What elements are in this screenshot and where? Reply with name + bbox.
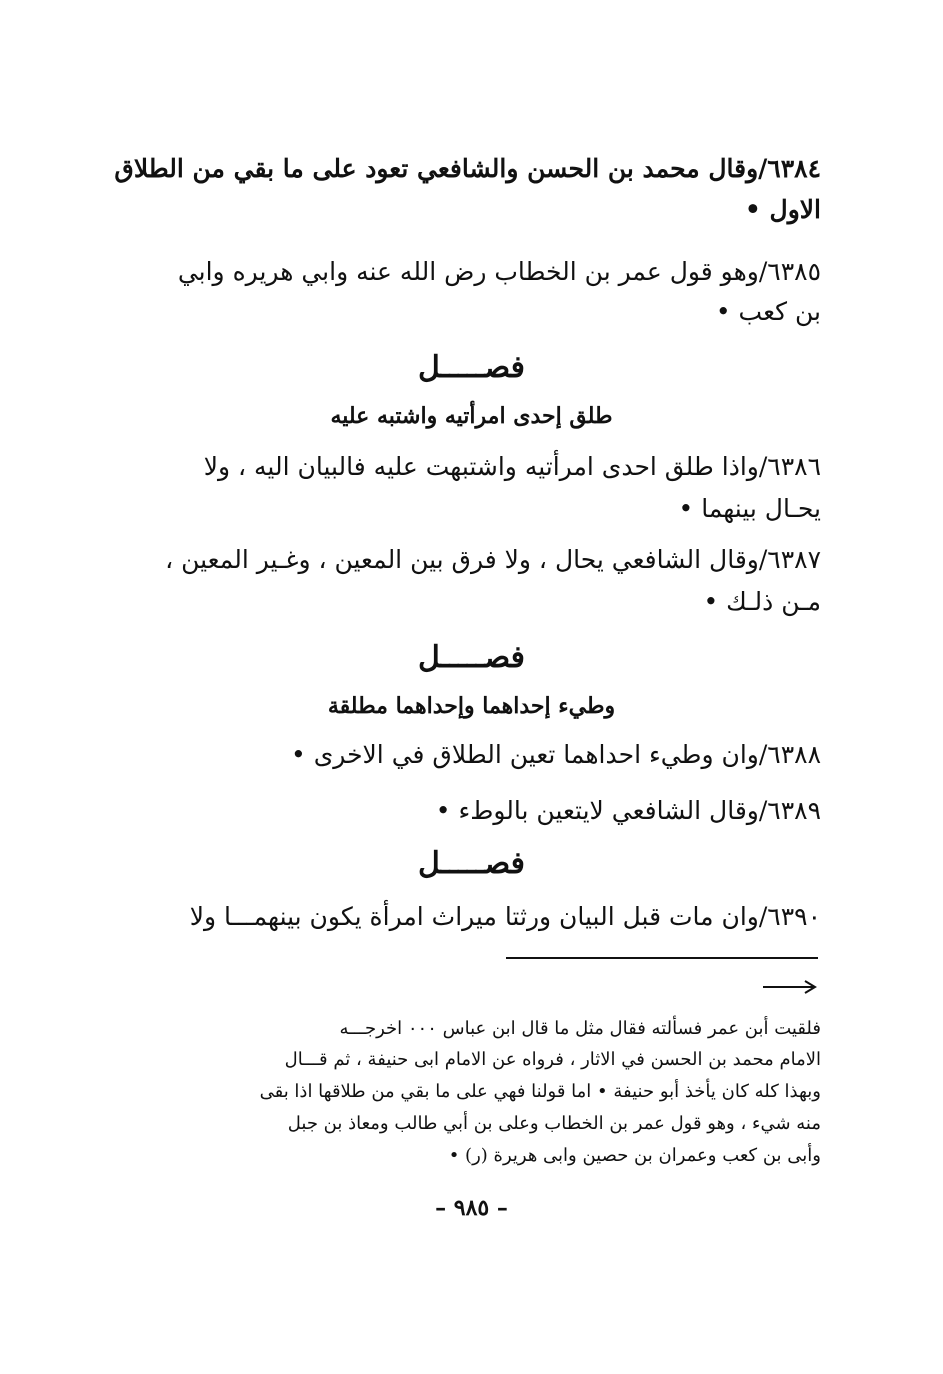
- footnote-line-2: الامام محمد بن الحسن في الاثار ، فرواه عن الامام ابى حنيفة ، ثم قـــال: [284, 1049, 821, 1070]
- footnote-separator: [506, 957, 818, 959]
- section-heading-2: فصـــــل: [417, 640, 526, 675]
- page-number: – ٩٨٥ –: [435, 1195, 508, 1221]
- paragraph-6386-line-1: ٦٣٨٦/واذا طلق احدى امرأتيه واشتبهت عليه فالبيان اليه ، ولا: [203, 452, 821, 481]
- footnote-line-5: وأبى بن كعب وعمران بن حصين وابى هريرة (ر) •: [448, 1145, 821, 1166]
- paragraph-6386-line-2: يحـال بينهما •: [678, 494, 821, 523]
- paragraph-6384-line-2: الاول •: [744, 195, 821, 224]
- paragraph-6387-line-2: مـن ذلـك •: [703, 587, 821, 616]
- footnote-line-3: وبهذا كله كان يأخذ أبو حنيفة • اما قولنا فهي على ما بقي من طلاقها اذا بقى: [259, 1081, 821, 1102]
- paragraph-6387-line-1: ٦٣٨٧/وقال الشافعي يحال ، ولا فرق بين المعين ، وغـير المعين ،: [165, 545, 821, 574]
- paragraph-6385-line-2: بن كعب •: [715, 297, 821, 326]
- footnote-line-1: فلقيت أبن عمر فسألته فقال مثل ما قال ابن عباس ٠٠٠ اخرجـــه: [339, 1018, 821, 1039]
- paragraph-6384-line-1: ٦٣٨٤/وقال محمد بن الحسن والشافعي تعود على ما بقي من الطلاق: [114, 154, 821, 183]
- continuation-arrow-icon: [761, 977, 821, 995]
- section-subtitle-2: وطيء إحداهما وإحداهما مطلقة: [327, 693, 616, 719]
- paragraph-6388: ٦٣٨٨/وان وطيء احداهما تعين الطلاق في الاخرى •: [291, 740, 821, 769]
- section-heading-3: فصـــــل: [417, 846, 526, 881]
- paragraph-6390-line-1: ٦٣٩٠/وان مات قبل البيان ورثتا ميراث امرأة يكون بينهمـــا ولا: [189, 902, 821, 931]
- paragraph-6389: ٦٣٨٩/وقال الشافعي لايتعين بالوطء •: [435, 796, 821, 825]
- footnote-line-4: منه شيء ، وهو قول عمر بن الخطاب وعلى بن أبي طالب ومعاذ بن جبل: [287, 1113, 821, 1134]
- section-subtitle-1: طلق إحدى امرأتيه واشتبه عليه: [330, 403, 613, 429]
- paragraph-6385-line-1: ٦٣٨٥/وهو قول عمر بن الخطاب رض الله عنه وابي هريره وابي: [177, 257, 821, 286]
- section-heading-1: فصـــــل: [417, 350, 526, 385]
